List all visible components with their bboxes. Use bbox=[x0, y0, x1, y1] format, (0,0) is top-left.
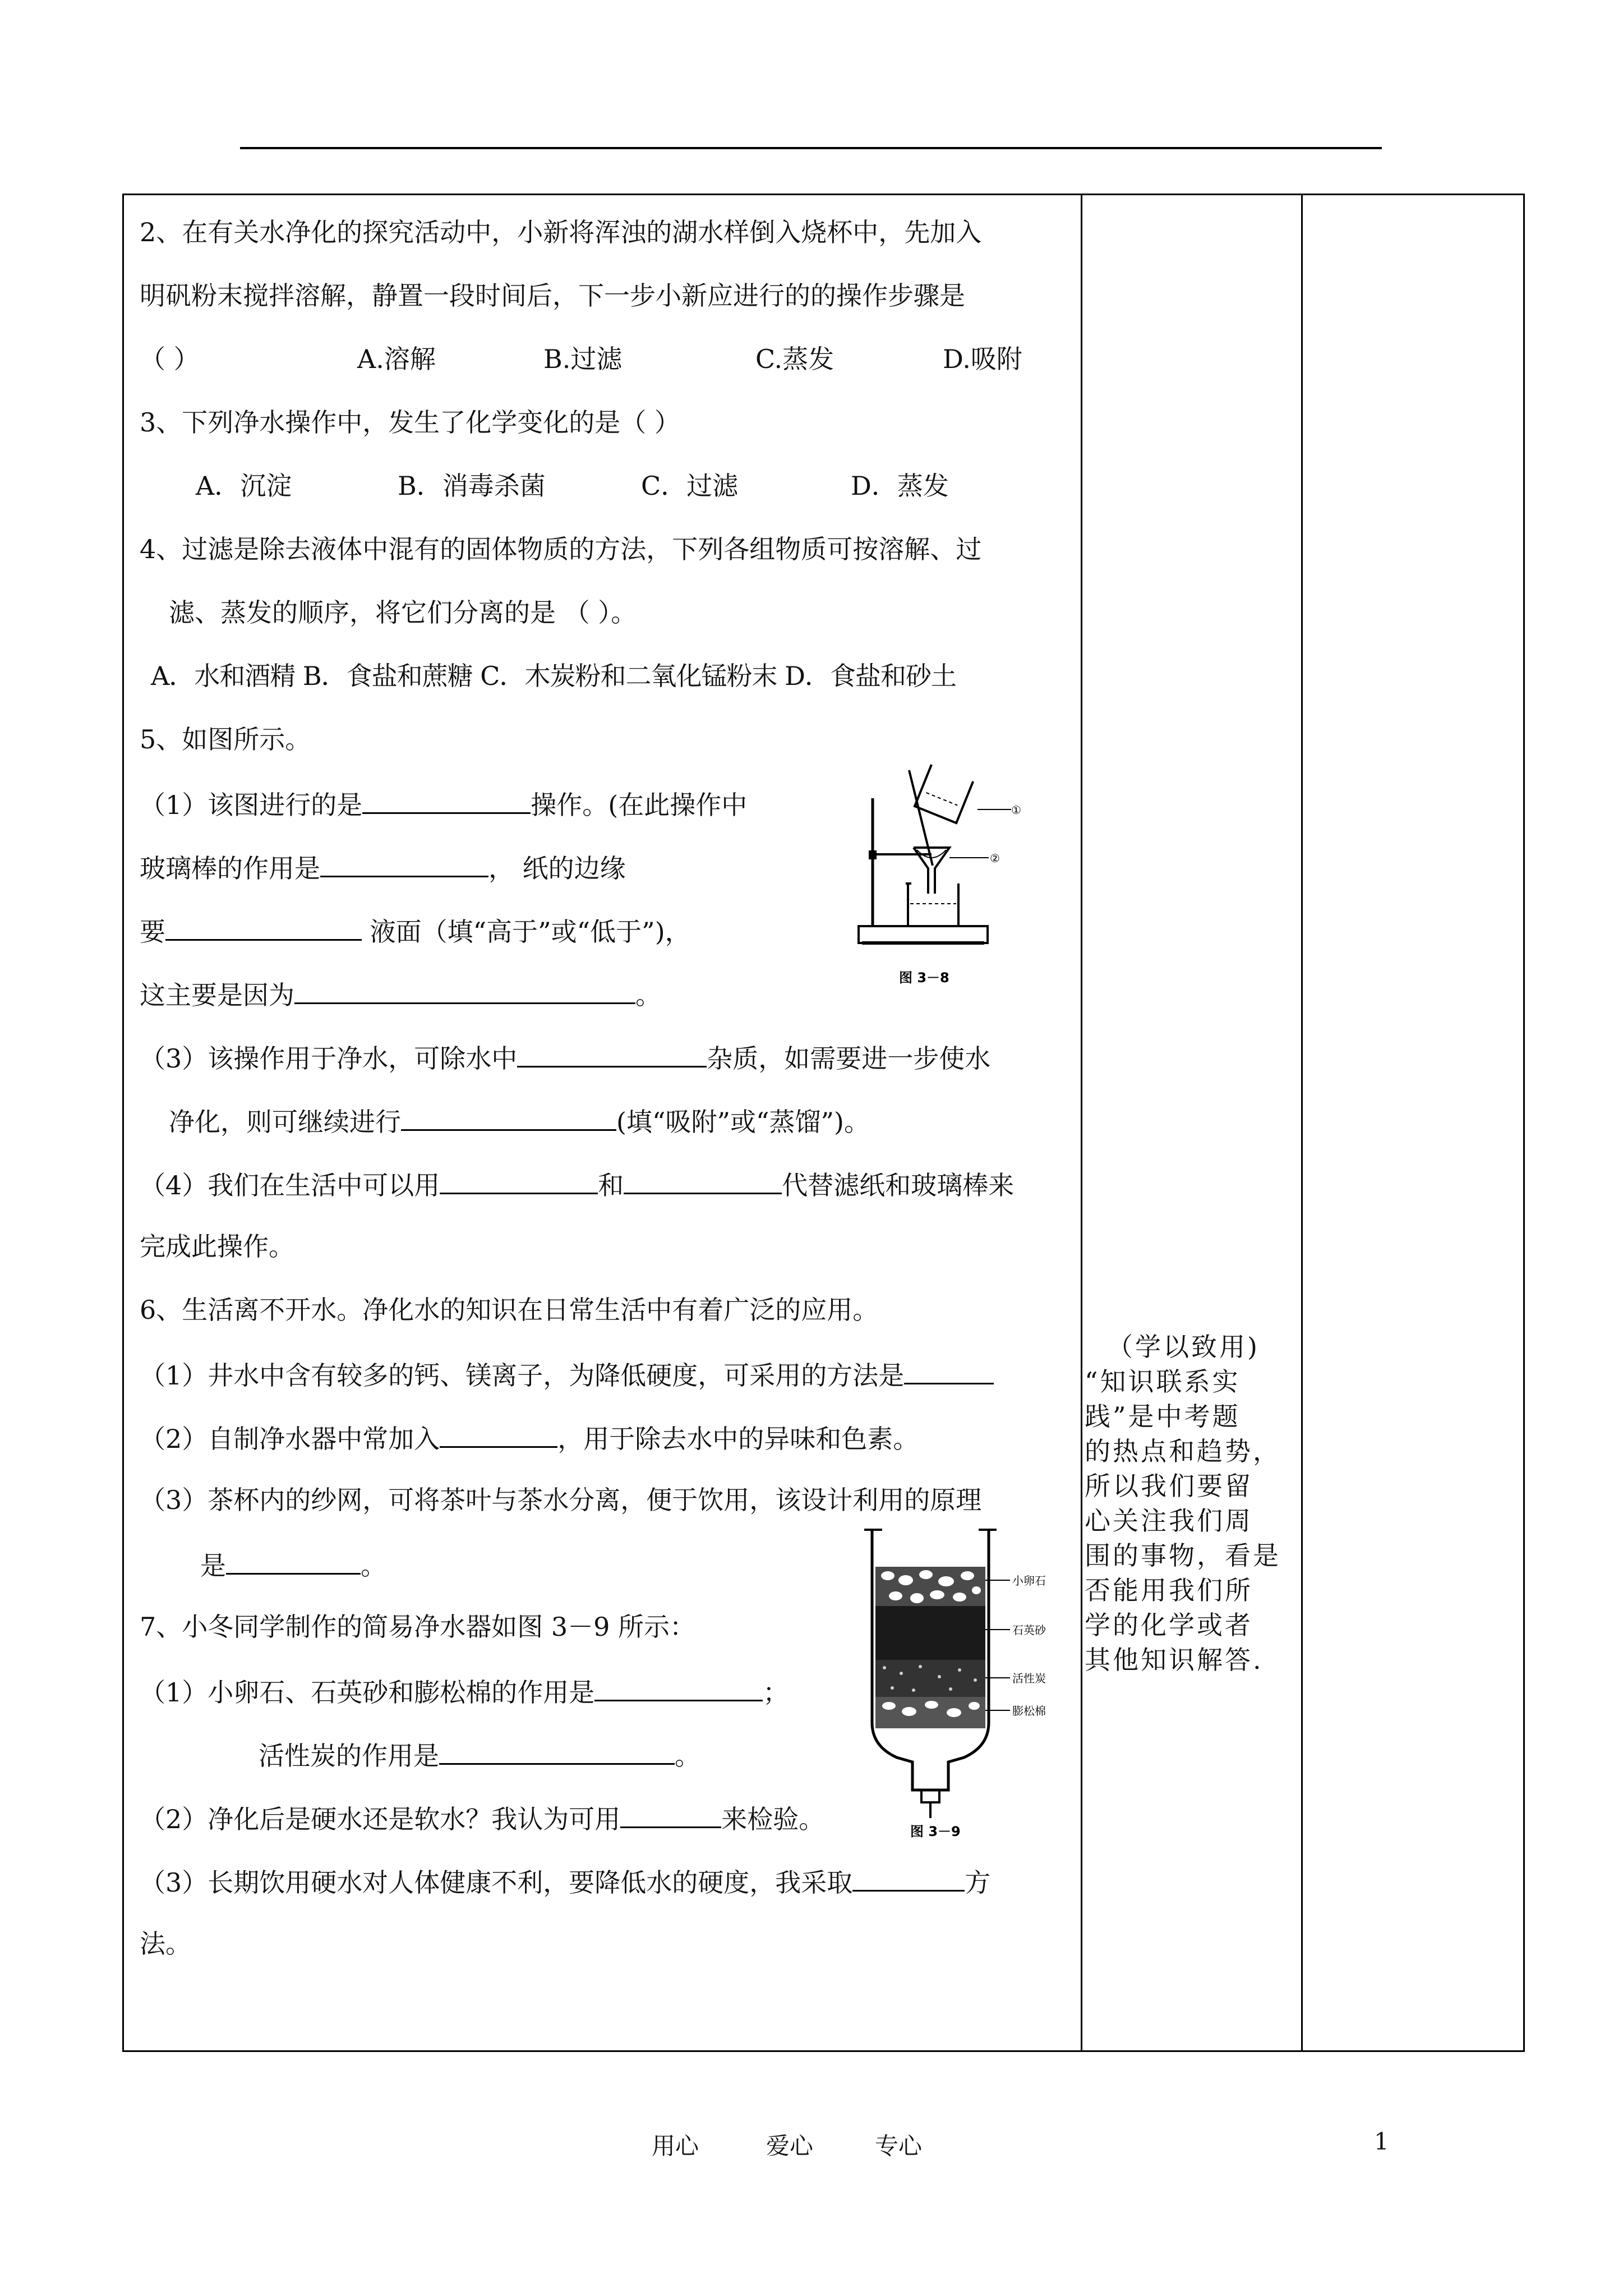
q5-part1-line-4: 这主要是因为 。 bbox=[140, 977, 661, 1011]
footer-motto-1: 用心 bbox=[652, 2132, 699, 2160]
layer-label-quartz-sand: 石英砂 bbox=[1012, 1623, 1046, 1637]
column-divider-1 bbox=[1081, 195, 1082, 2050]
q6-part2-line: （2）自制净水器中常加入 ，用于除去水中的异味和色素。 bbox=[140, 1420, 919, 1455]
note-line: 心关注我们周 bbox=[1085, 1506, 1253, 1536]
footer-motto-3: 专心 bbox=[875, 2132, 923, 2160]
q7-part1-line-1: （1）小卵石、石英砂和膨松棉的作用是 ； bbox=[140, 1674, 789, 1709]
q6-line: 6、生活离不开水。净化水的知识在日常生活中有着广泛的应用。 bbox=[140, 1295, 879, 1325]
q5-part1-line-2: 玻璃棒的作用是 ， 纸的边缘 bbox=[140, 850, 626, 885]
q4-line-2: 滤、蒸发的顺序，将它们分离的是 （ ）。 bbox=[169, 597, 637, 628]
note-line: 所以我们要留 bbox=[1085, 1471, 1253, 1501]
q7-line: 7、小冬同学制作的简易净水器如图 3－9 所示： bbox=[140, 1612, 696, 1642]
q5-line: 5、如图所示。 bbox=[140, 724, 311, 754]
callout-2: ② bbox=[990, 852, 1000, 865]
answer-blank[interactable] bbox=[620, 1801, 721, 1828]
note-line: 的热点和趋势， bbox=[1085, 1436, 1281, 1466]
q4-line-1: 4、过滤是除去液体中混有的固体物质的方法，下列各组物质可按溶解、过 bbox=[140, 534, 982, 564]
q3-option-c: C．过滤 bbox=[641, 471, 739, 501]
q6-part3-line-2: 是 。 bbox=[200, 1547, 386, 1582]
q5-part3-line-2: 净化，则可继续进行 (填“吸附”或“蒸馏”)。 bbox=[169, 1103, 870, 1138]
note-line: 践”是中考题 bbox=[1085, 1401, 1241, 1432]
note-line: （学以致用) bbox=[1107, 1332, 1260, 1362]
answer-blank[interactable] bbox=[439, 1737, 675, 1765]
q3-option-d: D．蒸发 bbox=[851, 471, 949, 501]
answer-blank[interactable] bbox=[294, 977, 635, 1004]
note-line: “知识联系实 bbox=[1085, 1366, 1241, 1397]
q5-part3-line-1: （3）该操作用于净水，可除水中 杂质，如需要进一步使水 bbox=[140, 1040, 990, 1075]
answer-blank[interactable] bbox=[517, 1040, 707, 1068]
layer-label-cotton: 膨松棉 bbox=[1012, 1704, 1046, 1718]
q3-option-b: B．消毒杀菌 bbox=[398, 471, 546, 501]
q2-option-c: C.蒸发 bbox=[755, 344, 834, 374]
q3-line: 3、下列净水操作中，发生了化学变化的是（ ） bbox=[140, 407, 680, 438]
figure-caption: 图 3－8 bbox=[899, 970, 949, 986]
filtration-figure bbox=[847, 759, 1038, 1000]
q5-part4-line-1: （4）我们在生活中可以用 和 代替滤纸和玻璃棒来 bbox=[140, 1167, 1014, 1202]
lesson-table bbox=[122, 194, 1525, 2052]
answer-blank[interactable] bbox=[165, 913, 362, 941]
q6-part1-line: （1）井水中含有较多的钙、镁离子，为降低硬度，可采用的方法是 bbox=[140, 1357, 994, 1392]
q5-part4-line-2: 完成此操作。 bbox=[140, 1231, 294, 1262]
note-line: 否能用我们所 bbox=[1085, 1575, 1253, 1605]
layer-label-pebbles: 小卵石 bbox=[1012, 1574, 1046, 1588]
answer-blank[interactable] bbox=[440, 1167, 598, 1194]
water-purifier-diagram bbox=[847, 1526, 1061, 1841]
header-rule bbox=[240, 147, 1382, 149]
q7-part1-line-2: 活性炭的作用是 。 bbox=[259, 1737, 700, 1772]
figure-caption: 图 3－9 bbox=[910, 1824, 961, 1839]
footer-motto-2: 爱心 bbox=[766, 2132, 814, 2160]
page-number: 1 bbox=[1374, 2128, 1389, 2155]
answer-blank[interactable] bbox=[440, 1420, 557, 1448]
q6-part3-line-1: （3）茶杯内的纱网，可将茶叶与茶水分离，便于饮用，该设计利用的原理 bbox=[140, 1485, 982, 1515]
q3-option-a: A．沉淀 bbox=[196, 471, 292, 501]
q5-part1-line-3: 要 液面（填“高于”或“低于”)， bbox=[140, 913, 691, 948]
purifier-figure bbox=[847, 1526, 1061, 1841]
q2-answer-paren: （ ） bbox=[140, 344, 200, 374]
answer-blank[interactable] bbox=[904, 1357, 994, 1384]
q4-options: A．水和酒精 B．食盐和蔗糖 C．木炭粉和二氧化锰粉末 D．食盐和砂土 bbox=[151, 661, 956, 691]
teaching-note bbox=[1085, 1329, 1298, 1677]
answer-blank[interactable] bbox=[624, 1167, 782, 1194]
answer-blank[interactable] bbox=[401, 1103, 616, 1131]
note-line: 学的化学或者 bbox=[1085, 1610, 1253, 1640]
note-line: 围的事物，看是 bbox=[1085, 1540, 1281, 1571]
q2-option-d: D.吸附 bbox=[943, 344, 1022, 374]
layer-label-activated-carbon: 活性炭 bbox=[1012, 1672, 1046, 1685]
callout-1: ① bbox=[1011, 803, 1021, 817]
answer-blank[interactable] bbox=[362, 786, 531, 814]
answer-blank[interactable] bbox=[226, 1547, 361, 1575]
q2-line-2: 明矾粉末搅拌溶解，静置一段时间后，下一步小新应进行的的操作步骤是 bbox=[140, 280, 965, 311]
column-divider-2 bbox=[1301, 195, 1303, 2050]
q2-option-a: A.溶解 bbox=[357, 344, 436, 374]
q7-part3-line-1: （3）长期饮用硬水对人体健康不利，要降低水的硬度，我采取 方 bbox=[140, 1864, 990, 1899]
q7-part2-line: （2）净化后是硬水还是软水？我认为可用 来检验。 bbox=[140, 1801, 824, 1835]
q5-part1-line-1: （1）该图进行的是 操作。(在此操作中 bbox=[140, 786, 747, 821]
answer-blank[interactable] bbox=[852, 1864, 965, 1892]
q2-option-b: B.过滤 bbox=[543, 344, 623, 374]
answer-blank[interactable] bbox=[320, 850, 488, 877]
q7-part3-line-2: 法。 bbox=[140, 1929, 191, 1959]
note-line: 其他知识解答. bbox=[1085, 1645, 1264, 1675]
answer-blank[interactable] bbox=[594, 1674, 763, 1701]
q2-line-1: 2、在有关水净化的探究活动中，小新将浑浊的湖水样倒入烧杯中，先加入 bbox=[140, 217, 982, 247]
filtration-apparatus-diagram bbox=[847, 759, 1038, 1000]
